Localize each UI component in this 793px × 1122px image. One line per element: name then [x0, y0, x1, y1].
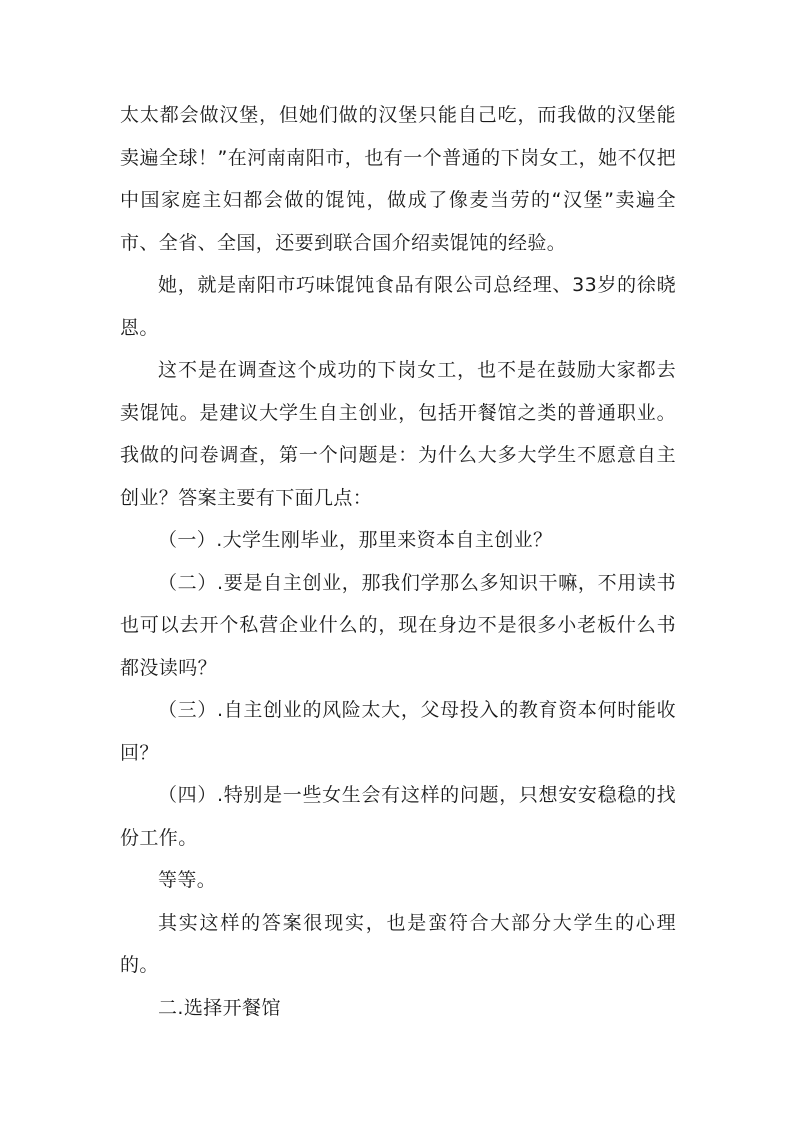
section-heading: 二.选择开餐馆: [158, 996, 281, 1019]
paragraph-1: 太太都会做汉堡，但她们做的汉堡只能自己吃，而我做的汉堡能卖遍全球！”在河南南阳市，也有一个普通的下岗女工，她不仅把中国家庭主妇都会做的馄饨，做成了像麦当劳的“汉堡”卖遍全市、全省、全国，还要到联合国介绍卖馄饨的经验。: [120, 104, 676, 254]
list-item-4: （四）.特别是一些女生会有这样的问题，只想安安稳稳的找份工作。: [120, 784, 676, 849]
paragraph-etc: 等等。: [158, 869, 217, 891]
paragraph-conclusion: 其实这样的答案很现实，也是蛮符合大部分大学生的心理的。: [120, 911, 676, 976]
list-item-1: （一）.大学生刚毕业，那里来资本自主创业？: [158, 529, 553, 551]
list-item-2: （二）.要是自主创业，那我们学那么多知识干嘛，不用读书也可以去开个私营企业什么的，现在身边不是很多小老板什么书都没读吗？: [120, 571, 676, 679]
paragraph-3: 这不是在调查这个成功的下岗女工，也不是在鼓励大家都去卖馄饨。是建议大学生自主创业，包括开餐馆之类的普通职业。我做的问卷调查，第一个问题是：为什么大多大学生不愿意自主创业？答案主要有下面几点：: [120, 359, 676, 509]
paragraph-2: 她，就是南阳市巧味馄饨食品有限公司总经理、33岁的徐晓恩。: [120, 274, 676, 339]
list-item-3: （三）.自主创业的风险太大，父母投入的教育资本何时能收回？: [120, 699, 676, 764]
document-body: [120, 94, 676, 1029]
